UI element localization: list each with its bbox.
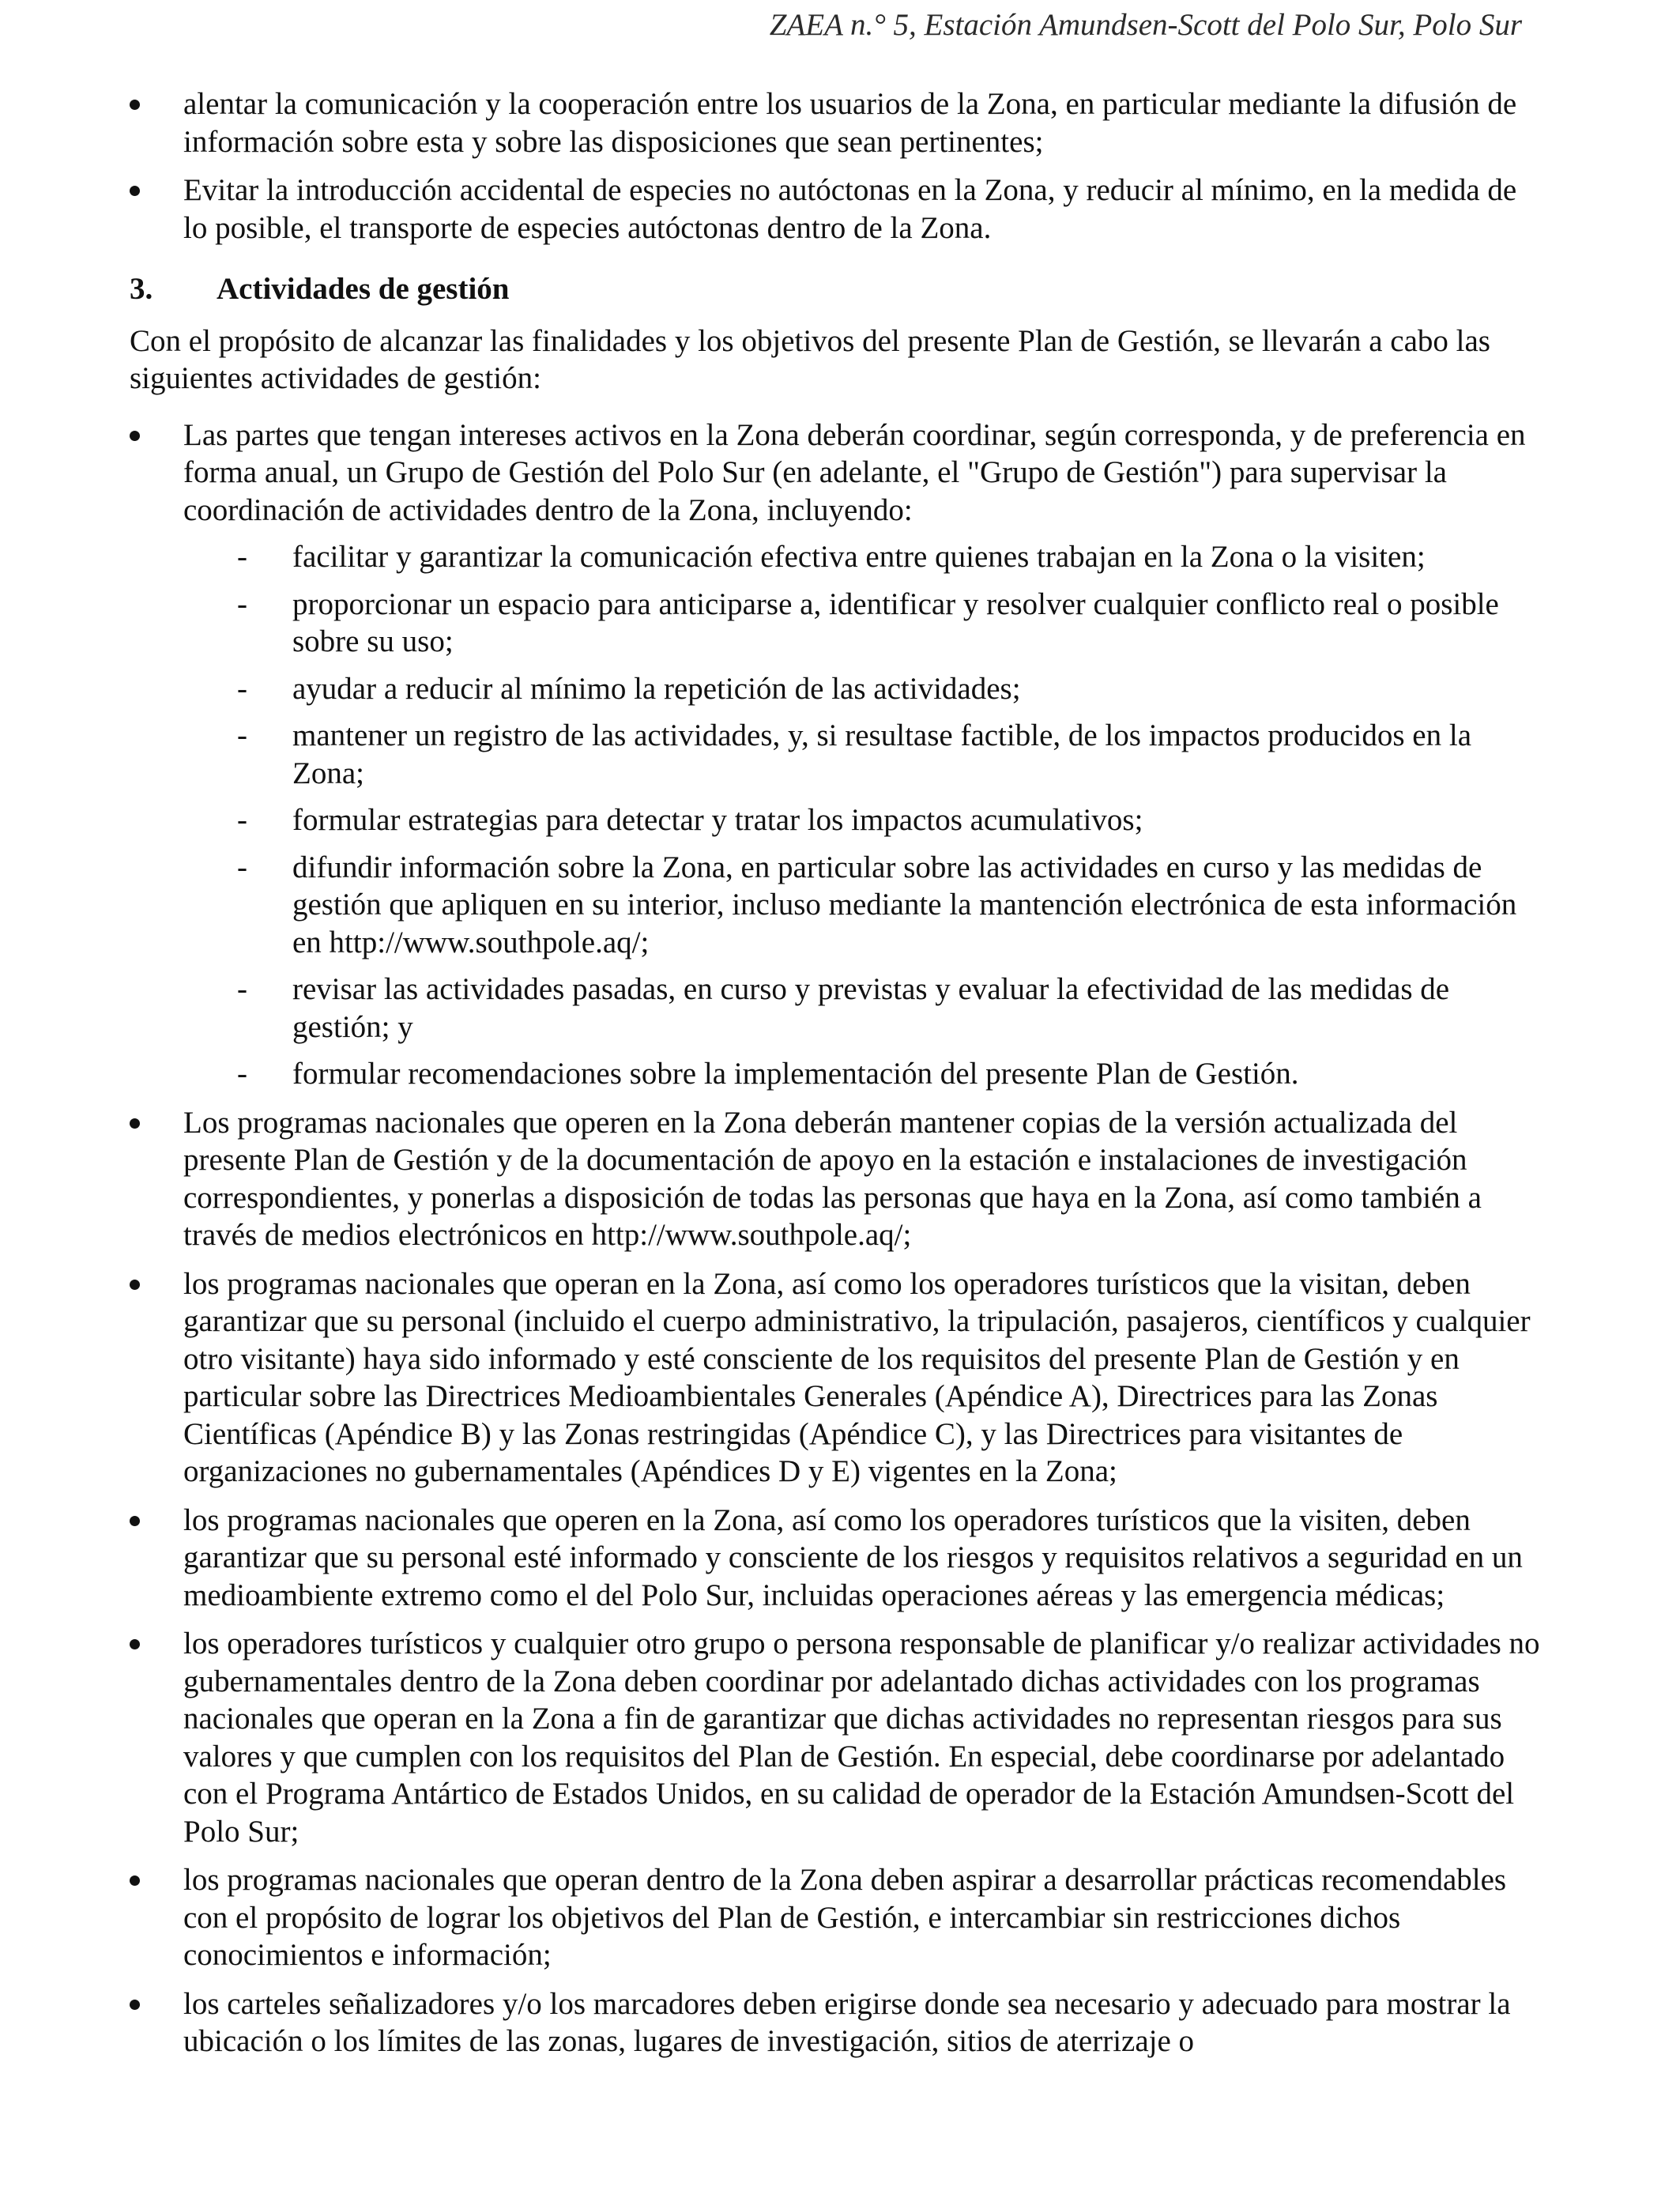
list-item — [130, 1625, 1544, 1850]
bullet-icon — [130, 1516, 140, 1526]
list-item-text: Evitar la introducción accidental de especies no autóctonas en la Zona, y reducir al mínimo, en la medida de lo posible, el transporte de especies autóctonas dentro de la Zona. — [183, 173, 1517, 245]
sub-list-item-text: mantener un registro de las actividades, y, si resultase factible, de los impactos producidos en la Zona; — [292, 718, 1472, 790]
list-item-text: Los programas nacionales que operen en la Zona deberán mantener copias de la versión actualizada del presente Plan de Gestión y de la documentación de apoyo en la estación e instalaciones de investigación correspondientes, y ponerlas a disposición de todas las personas que haya en la Zona, así como también a través de medios electrónicos en http://www.southpole.aq/; — [183, 1105, 1482, 1252]
dash-icon: - — [237, 540, 247, 574]
sub-list-item — [183, 538, 1544, 576]
sub-list-item — [183, 849, 1544, 962]
document-body — [130, 85, 1544, 2071]
list-item-text: los programas nacionales que operan en la Zona, así como los operadores turísticos que la visitan, deben garantizar que su personal (incluido el cuerpo administrativo, la tripulación, pasajeros, científicos y cualquier otro visitante) haya sido informado y esté consciente de los requisitos del presente Plan de Gestión y en particular sobre las Directrices Medioambientales Generales (Apéndice A), Directrices para las Zonas Científicas (Apéndice B) y las Zonas restringidas (Apéndice C), y las Directrices para visitantes de organizaciones no gubernamentales (Apéndices D y E) vigentes en la Zona; — [183, 1266, 1531, 1488]
list-item — [130, 1502, 1544, 1615]
sub-list-item-text: proporcionar un espacio para anticiparse a, identificar y resolver cualquier conflicto real o posible sobre su uso; — [292, 586, 1499, 658]
bullet-icon — [130, 1639, 140, 1649]
management-group-tasks — [183, 538, 1544, 1093]
bullet-icon — [130, 1280, 140, 1290]
dash-icon: - — [237, 586, 247, 621]
list-item-text: alentar la comunicación y la cooperación entre los usuarios de la Zona, en particular mediante la difusión de información sobre esta y sobre las disposiciones que sean pertinentes; — [183, 87, 1517, 159]
management-activities-list — [130, 417, 1544, 2060]
list-item — [130, 1265, 1544, 1491]
dash-icon: - — [237, 972, 247, 1006]
section-title: Actividades de gestión — [217, 272, 510, 306]
sub-list-item-text: facilitar y garantizar la comunicación efectiva entre quienes trabajan en la Zona o la visiten; — [292, 540, 1426, 574]
sub-list-item-text: ayudar a reducir al mínimo la repetición de las actividades; — [292, 671, 1021, 706]
dash-icon: - — [237, 671, 247, 706]
list-item-text: los carteles señalizadores y/o los marcadores deben erigirse donde sea necesario y adecuado para mostrar la ubicación o los límites de las zonas, lugares de investigación, sitios de aterrizaje o — [183, 1986, 1511, 2058]
sub-list-item-text: formular recomendaciones sobre la implementación del presente Plan de Gestión. — [292, 1057, 1299, 1091]
objectives-list — [130, 85, 1544, 247]
list-item-text: los operadores turísticos y cualquier otro grupo o persona responsable de planificar y/o realizar actividades no gubernamentales dentro de la Zona deben coordinar por adelantado dichas actividades con los programas nacionales que operan en la Zona a fin de garantizar que dichas actividades no representan riesgos para sus valores y que cumplen con los requisitos del Plan de Gestión. En especial, debe coordinarse por adelantado con el Programa Antártico de Estados Unidos, en su calidad de operador de la Estación Amundsen-Scott del Polo Sur; — [183, 1627, 1540, 1849]
sub-list-item-text: formular estrategias para detectar y tratar los impactos acumulativos; — [292, 803, 1143, 837]
sub-list-item-text: revisar las actividades pasadas, en curso y previstas y evaluar la efectividad de las medidas de gestión; y — [292, 972, 1450, 1044]
list-item — [130, 1104, 1544, 1254]
list-item — [130, 417, 1544, 1093]
bullet-icon — [130, 1875, 140, 1886]
dash-icon: - — [237, 1057, 247, 1091]
list-item — [130, 172, 1544, 247]
sub-list-item — [183, 1055, 1544, 1093]
dash-icon: - — [237, 850, 247, 884]
list-item — [130, 85, 1544, 160]
list-item-text: los programas nacionales que operen en la Zona, así como los operadores turísticos que la visiten, deben garantizar que su personal esté informado y consciente de los riesgos y requisitos relativos a seguridad en un medioambiente extremo como el del Polo Sur, incluidas operaciones aéreas y las emergencia médicas; — [183, 1502, 1523, 1612]
section-number: 3. — [130, 272, 153, 306]
sub-list-item — [183, 670, 1544, 708]
list-item-text: los programas nacionales que operan dentro de la Zona deben aspirar a desarrollar prácticas recomendables con el propósito de lograr los objetivos del Plan de Gestión, e intercambiar sin restricciones dichos conocimientos e información; — [183, 1863, 1507, 1972]
bullet-icon — [130, 186, 140, 196]
section-intro: Con el propósito de alcanzar las finalidades y los objetivos del presente Plan de Gestión, se llevarán a cabo las siguientes actividades de gestión: — [130, 323, 1490, 395]
section-heading — [130, 270, 1544, 308]
list-item — [130, 1985, 1544, 2060]
sub-list-item — [183, 801, 1544, 839]
dash-icon: - — [237, 718, 247, 752]
list-item — [130, 1861, 1544, 1974]
sub-list-item-text: difundir información sobre la Zona, en particular sobre las actividades en curso y las medidas de gestión que apliquen en su interior, incluso mediante la mantención electrónica de esta información en http://www.southpole.aq/; — [292, 850, 1517, 959]
sub-list-item — [183, 717, 1544, 792]
bullet-icon — [130, 431, 140, 441]
bullet-icon — [130, 100, 140, 110]
bullet-icon — [130, 2000, 140, 2010]
running-header: ZAEA n.° 5, Estación Amundsen-Scott del Polo Sur, Polo Sur — [769, 8, 1522, 42]
list-item-text: Las partes que tengan intereses activos en la Zona deberán coordinar, según corresponda, y de preferencia en forma anual, un Grupo de Gestión del Polo Sur (en adelante, el "Grupo de Gestión") para supervisar la coordinación de actividades dentro de la Zona, incluyendo: — [183, 417, 1526, 527]
sub-list-item — [183, 586, 1544, 661]
bullet-icon — [130, 1118, 140, 1129]
dash-icon: - — [237, 803, 247, 837]
sub-list-item — [183, 971, 1544, 1046]
